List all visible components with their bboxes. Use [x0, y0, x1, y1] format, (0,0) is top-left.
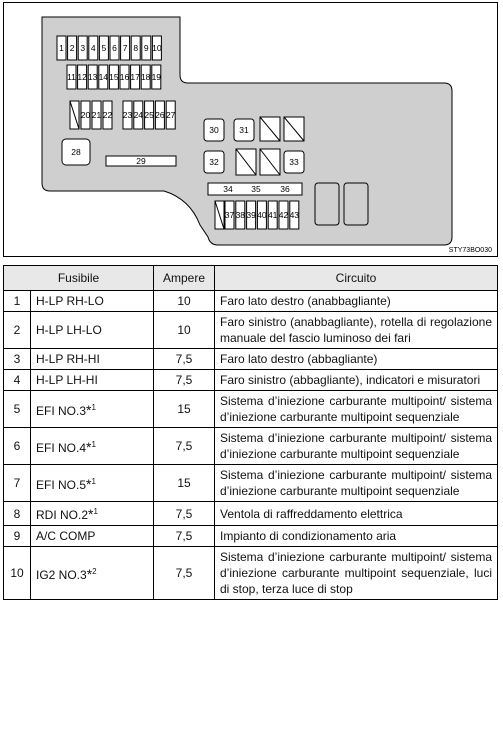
fuse-34-label: 34 [223, 184, 233, 194]
fuse-name-cell [31, 526, 154, 547]
fuse-6-label: 6 [112, 43, 117, 53]
header-fusibile: Fusibile [4, 266, 154, 291]
footnote-asterisk: * [86, 475, 92, 492]
fuse-table-header [4, 266, 498, 291]
fuse-3-label: 3 [80, 43, 86, 53]
fuse-30-label: 30 [209, 125, 219, 135]
footnote-asterisk: * [86, 401, 92, 418]
fuse-name-cell [31, 349, 154, 370]
fuse-name: H-LP RH-LO [36, 294, 104, 308]
fuse-number: 4 [4, 370, 31, 391]
fuse-17-label: 17 [130, 72, 140, 82]
fuse-39-label: 39 [246, 210, 256, 220]
fuse-13-label: 13 [87, 72, 98, 82]
fuse-number: 3 [4, 349, 31, 370]
fuse-name-cell [31, 291, 154, 312]
fuse-name: RDI NO.2 [36, 508, 89, 522]
fuse-number: 7 [4, 465, 31, 502]
fuse-21-label: 21 [91, 110, 102, 120]
fuse-name: H-LP RH-HI [36, 352, 100, 366]
table-row [4, 312, 498, 349]
fuse-name-cell [31, 312, 154, 349]
fuse-name-cell [31, 465, 154, 502]
fuse-ampere: 7,5 [154, 370, 215, 391]
fuse-name-cell [31, 547, 154, 600]
fuse-7-label: 7 [122, 43, 128, 53]
fuse-number: 5 [4, 391, 31, 428]
fuse-name-cell [31, 502, 154, 526]
fuse-23-label: 23 [122, 110, 133, 120]
table-row [4, 465, 498, 502]
fuse-ampere: 7,5 [154, 349, 215, 370]
fuse-8-label: 8 [133, 43, 139, 53]
fuse-1-label: 1 [59, 43, 64, 53]
fuse-41-label: 41 [267, 210, 278, 220]
fuse-2-label: 2 [69, 43, 75, 53]
footnote-ref: 1 [91, 476, 96, 486]
table-row [4, 428, 498, 465]
fuse-35-label: 35 [251, 184, 261, 194]
footnote-ref: 1 [91, 402, 96, 412]
fuse-circuit: Sistema d’iniezione carburante multipoint/ sistema d’iniezione carburante multipoint sequenziale [215, 465, 498, 502]
fuse-24-label: 24 [133, 110, 144, 120]
fuse-row-bottom [225, 201, 300, 229]
fuse-table [3, 265, 498, 600]
fuse-box-diagram [3, 2, 498, 257]
fuse-row-left-group [81, 101, 113, 129]
fuse-name-cell [31, 391, 154, 428]
fuse-circuit: Impianto di condizionamento aria [215, 526, 498, 547]
fuse-40-label: 40 [257, 210, 267, 220]
relay-large-1 [315, 183, 339, 225]
fuse-number: 6 [4, 428, 31, 465]
fuse-number: 2 [4, 312, 31, 349]
fuse-37-label: 37 [224, 210, 235, 220]
fuse-circuit: Faro sinistro (abbagliante), indicatori e misuratori [215, 370, 498, 391]
fuse-12-label: 12 [77, 72, 87, 82]
fuse-ampere: 7,5 [154, 502, 215, 526]
fuse-circuit: Faro sinistro (anabbagliante), rotella di regolazione manuale del fascio luminoso dei fari [215, 312, 498, 349]
fuse-circuit: Ventola di raffreddamento elettrica [215, 502, 498, 526]
table-row [4, 291, 498, 312]
fuse-row-second [67, 65, 161, 89]
fuse-circuit: Faro lato destro (anabbagliante) [215, 291, 498, 312]
fuse-circuit: Sistema d’iniezione carburante multipoint/ sistema d’iniezione carburante multipoint sequenziale, luci di stop, terza luce di stop [215, 547, 498, 600]
fuse-25-label: 25 [144, 110, 154, 120]
fuse-29-label: 29 [136, 156, 146, 166]
fuse-number: 1 [4, 291, 31, 312]
fuse-circuit: Faro lato destro (abbagliante) [215, 349, 498, 370]
footnote-ref: 1 [91, 439, 96, 449]
fuse-name: IG2 NO.3 [36, 567, 87, 582]
fuse-name-cell [31, 428, 154, 465]
diagram-code: STY73BO030 [448, 247, 492, 254]
fuse-ampere: 10 [154, 312, 215, 349]
fuse-box-svg [4, 3, 499, 258]
fuse-18-label: 18 [140, 72, 151, 82]
table-row [4, 370, 498, 391]
fuse-5-label: 5 [101, 43, 107, 53]
fuse-22-label: 22 [102, 110, 113, 120]
fuse-11-label: 11 [67, 72, 76, 82]
fuse-ampere: 7,5 [154, 526, 215, 547]
fuse-number: 8 [4, 502, 31, 526]
fuse-name: EFI NO.4 [36, 440, 87, 455]
fuse-ampere: 15 [154, 391, 215, 428]
fuse-16-label: 16 [119, 72, 130, 82]
fuse-table-body [4, 291, 498, 600]
relay-large-2 [344, 183, 368, 225]
table-row [4, 349, 498, 370]
fuse-36-label: 36 [280, 184, 290, 194]
fuse-name: A/C COMP [36, 529, 96, 543]
fuse-ampere: 10 [154, 291, 215, 312]
fuse-31-label: 31 [239, 125, 249, 135]
footnote-asterisk: * [86, 565, 93, 582]
fuse-number: 10 [4, 547, 31, 600]
fuse-ampere: 15 [154, 465, 215, 502]
fuse-name: EFI NO.5 [36, 477, 87, 492]
fuse-26-label: 26 [155, 110, 165, 120]
footnote-ref: 2 [92, 566, 97, 576]
table-row [4, 391, 498, 428]
fuse-33-label: 33 [289, 157, 299, 167]
fuse-42-label: 42 [278, 210, 289, 220]
fuse-20-label: 20 [80, 110, 91, 120]
fuse-number: 9 [4, 526, 31, 547]
fuse-row-mid-group [123, 101, 176, 129]
fuse-ampere: 7,5 [154, 428, 215, 465]
fuse-ampere: 7,5 [154, 547, 215, 600]
fuse-name: H-LP LH-HI [36, 373, 98, 387]
fuse-circuit: Sistema d’iniezione carburante multipoint/ sistema d’iniezione carburante multipoint sequenziale [215, 391, 498, 428]
fuse-19-label: 19 [151, 72, 162, 82]
header-circuito: Circuito [215, 266, 498, 291]
fuse-32-label: 32 [209, 157, 219, 167]
fuse-circuit: Sistema d’iniezione carburante multipoint/ sistema d’iniezione carburante multipoint sequenziale [215, 428, 498, 465]
footnote-ref: 1 [93, 507, 98, 516]
table-row [4, 547, 498, 600]
footnote-asterisk: * [86, 438, 92, 455]
fuse-14-label: 14 [98, 72, 109, 82]
table-row [4, 526, 498, 547]
fuse-27-label: 27 [165, 110, 176, 120]
fuse-4-label: 4 [90, 43, 96, 53]
fuse-28-label: 28 [71, 147, 81, 157]
header-ampere: Ampere [154, 266, 215, 291]
fuse-38-label: 38 [235, 210, 246, 220]
fuse-10-label: 10 [152, 43, 162, 53]
fuse-name: EFI NO.3 [36, 403, 87, 418]
fuse-9-label: 9 [143, 43, 149, 53]
fuse-name-cell [31, 370, 154, 391]
fuse-name: H-LP LH-LO [36, 323, 102, 337]
footnote-asterisk: * [88, 506, 94, 522]
fuse-15-label: 15 [109, 72, 119, 82]
table-row [4, 502, 498, 526]
fuse-43-label: 43 [289, 210, 300, 220]
